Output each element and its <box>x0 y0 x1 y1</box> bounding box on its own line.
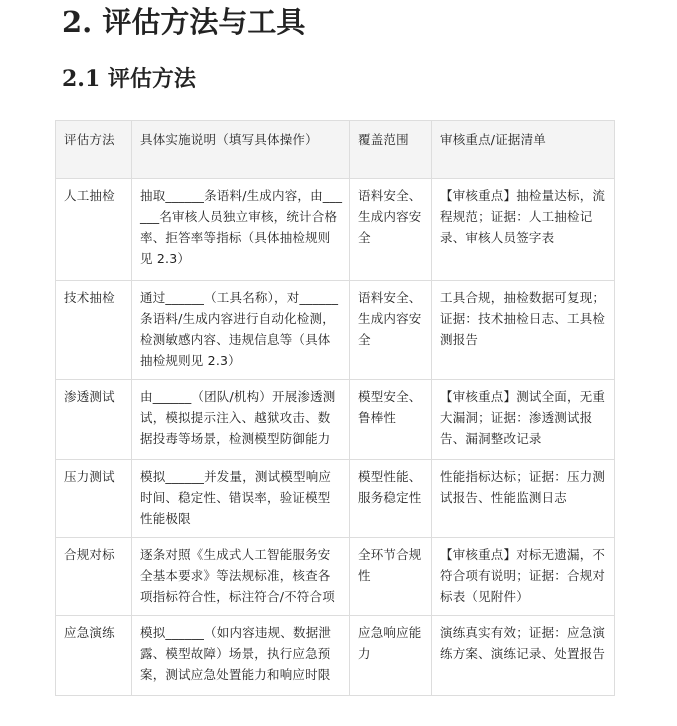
cell-coverage: 全环节合规性 <box>350 538 432 616</box>
cell-method: 压力测试 <box>56 460 132 538</box>
table-header-row <box>56 121 615 179</box>
cell-implementation: 模拟______（如内容违规、数据泄露、模型故障）场景，执行应急预案，测试应急处置能力和响应时限 <box>132 616 350 696</box>
table-row <box>56 538 615 616</box>
cell-coverage: 模型性能、服务稳定性 <box>350 460 432 538</box>
cell-method: 人工抽检 <box>56 179 132 281</box>
cell-implementation: 抽取______条语料/生成内容，由______名审核人员独立审核，统计合格率、拒答率等指标（具体抽检规则见 2.3） <box>132 179 350 281</box>
section-heading: 2. 评估方法与工具 <box>62 5 306 39</box>
cell-audit-focus: 工具合规，抽检数据可复现；证据：技术抽检日志、工具检测报告 <box>432 281 615 380</box>
cell-implementation: 逐条对照《生成式人工智能服务安全基本要求》等法规标准，核查各项指标符合性，标注符合/不符合项 <box>132 538 350 616</box>
cell-implementation: 模拟______并发量，测试模型响应时间、稳定性、错误率，验证模型性能极限 <box>132 460 350 538</box>
cell-method: 技术抽检 <box>56 281 132 380</box>
table-row <box>56 179 615 281</box>
table-row <box>56 281 615 380</box>
cell-audit-focus: 性能指标达标；证据：压力测试报告、性能监测日志 <box>432 460 615 538</box>
cell-audit-focus: 【审核重点】测试全面，无重大漏洞；证据：渗透测试报告、漏洞整改记录 <box>432 380 615 460</box>
cell-audit-focus: 【审核重点】对标无遗漏，不符合项有说明；证据：合规对标表（见附件） <box>432 538 615 616</box>
cell-implementation: 由______（团队/机构）开展渗透测试，模拟提示注入、越狱攻击、数据投毒等场景，检测模型防御能力 <box>132 380 350 460</box>
assessment-methods-table <box>55 120 615 696</box>
cell-audit-focus: 【审核重点】抽检量达标，流程规范；证据：人工抽检记录、审核人员签字表 <box>432 179 615 281</box>
cell-implementation: 通过______（工具名称），对______条语料/生成内容进行自动化检测，检测敏感内容、违规信息等（具体抽检规则见 2.3） <box>132 281 350 380</box>
table-row <box>56 460 615 538</box>
cell-method: 渗透测试 <box>56 380 132 460</box>
cell-method: 应急演练 <box>56 616 132 696</box>
cell-coverage: 语料安全、生成内容安全 <box>350 281 432 380</box>
header-audit-focus: 审核重点/证据清单 <box>432 121 615 179</box>
subsection-heading: 2.1 评估方法 <box>62 66 196 92</box>
header-coverage: 覆盖范围 <box>350 121 432 179</box>
cell-coverage: 模型安全、鲁棒性 <box>350 380 432 460</box>
table-row <box>56 380 615 460</box>
cell-audit-focus: 演练真实有效；证据：应急演练方案、演练记录、处置报告 <box>432 616 615 696</box>
header-implementation: 具体实施说明（填写具体操作） <box>132 121 350 179</box>
cell-coverage: 应急响应能力 <box>350 616 432 696</box>
header-method: 评估方法 <box>56 121 132 179</box>
cell-coverage: 语料安全、生成内容安全 <box>350 179 432 281</box>
table-row <box>56 616 615 696</box>
cell-method: 合规对标 <box>56 538 132 616</box>
